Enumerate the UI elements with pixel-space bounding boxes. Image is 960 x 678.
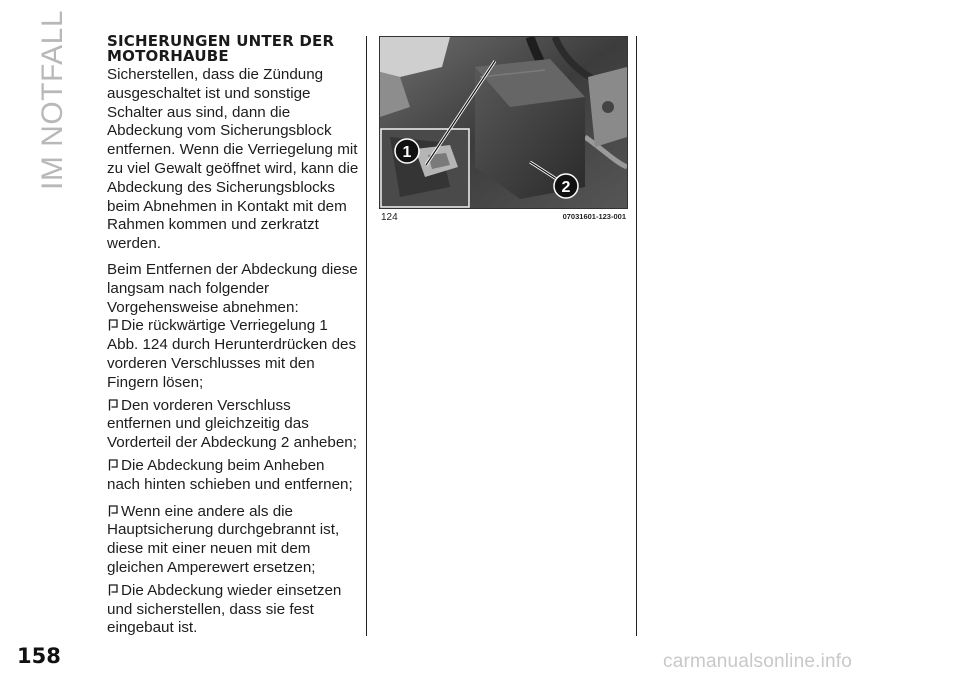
figure-code: 07031601-123-001 — [562, 212, 626, 221]
figure-number: 124 — [381, 212, 398, 223]
column-divider — [636, 36, 637, 636]
paragraph: Beim Entfernen der Abdeckung diese langsam nach folgender Vorgehensweise abnehmen: — [107, 260, 358, 316]
step-text: Wenn eine andere als die Hauptsicherung durchgebrannt ist, diese mit einer neuen mit dem gleichen Amperewert ersetzen; — [107, 502, 340, 576]
watermark-text[interactable]: carmanualsonline.info — [663, 651, 853, 672]
step-item — [107, 503, 359, 578]
callout-2-marker — [554, 174, 578, 198]
paragraph: Sicherstellen, dass die Zündung ausgeschaltet ist und sonstige Schalter aus sind, dann die Abdeckung vom Sicherungsblock entfernen. Wenn die Verriegelung mit zu viel Gewalt geöffnet wird, kann die Abdeckung des Sicherungsblocks beim Abnehmen in Kontakt mit dem Rahmen kommen und zerkratzt werden. — [107, 66, 359, 253]
step-item — [107, 457, 359, 495]
callout-1-label: 1 — [402, 144, 412, 161]
step-marker-icon — [107, 319, 118, 331]
step-marker-icon — [107, 584, 118, 596]
page-number: 158 — [17, 644, 61, 668]
step-text: Die Abdeckung beim Anheben nach hinten schieben und entfernen; — [107, 456, 353, 493]
callout-1-marker — [395, 139, 419, 163]
step-item — [107, 397, 359, 453]
step-text: Die Abdeckung wieder einsetzen und sicherstellen, dass sie fest eingebaut ist. — [107, 581, 342, 637]
step-marker-icon — [107, 505, 118, 517]
chapter-tab: IM NOTFALL — [36, 9, 69, 190]
step-item — [107, 317, 359, 392]
step-text: Den vorderen Verschluss entfernen und gleichzeitig das Vorderteil der Abdeckung 2 anheben; — [107, 396, 357, 452]
step-marker-icon — [107, 399, 118, 411]
callout-2-label: 2 — [561, 179, 571, 196]
fuse-box-illustration — [380, 37, 627, 208]
section-title: SICHERUNGEN UNTER DER MOTORHAUBE — [107, 32, 335, 65]
step-marker-icon — [107, 459, 118, 471]
body-text — [107, 66, 359, 638]
engine-bay-photo — [379, 36, 628, 209]
step-item — [107, 582, 359, 638]
step-text: Die rückwärtige Verriegelung 1 Abb. 124 durch Herunterdrücken des vorderen Verschlusses mit den Fingern lösen; — [107, 317, 357, 391]
column-divider — [366, 36, 367, 636]
